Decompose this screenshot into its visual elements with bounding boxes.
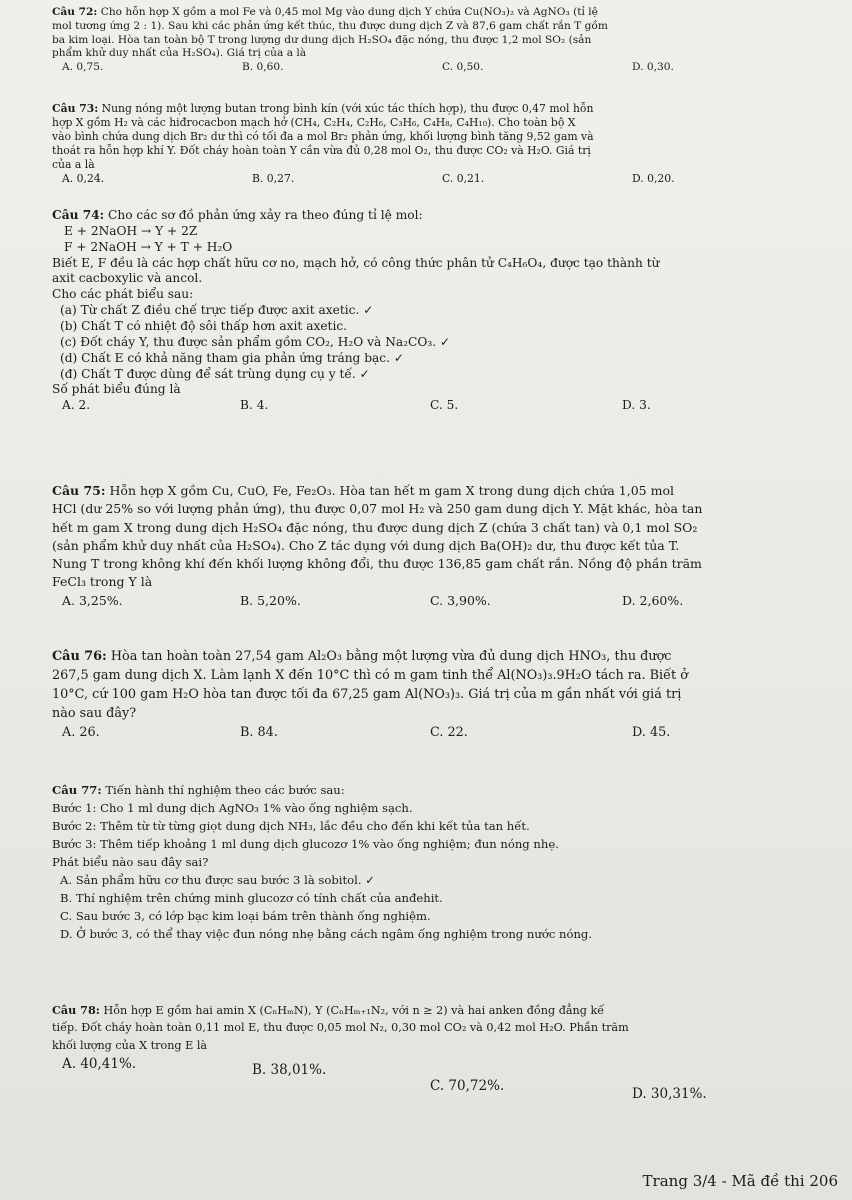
reaction-equation: E + 2NaOH → Y + 2Z (64, 223, 198, 238)
question-75 (52, 482, 838, 612)
question-line: ba kim loại. Hòa tan toàn bộ T trong lượng dư dung dịch H₂SO₄ đặc nóng, thu được 1,2 mol SO₂ (sản (52, 33, 592, 46)
question-number: Câu 72: (52, 6, 98, 18)
procedure-step: Bước 3: Thêm tiếp khoảng 1 ml dung dịch glucozơ 1% vào ống nghiệm; đun nóng nhẹ. (52, 836, 559, 851)
question-line: hợp X gồm H₂ và các hiđrocacbon mạch hở (CH₄, C₂H₄, C₂H₆, C₃H₆, C₄H₈, C₄H₁₀). Cho toàn bộ X (52, 116, 576, 130)
option-c: C. 5. (430, 398, 459, 413)
page-footer: Trang 3/4 - Mã đề thi 206 (642, 1172, 838, 1190)
option-b: B. 5,20%. (240, 592, 301, 608)
question-line: nào sau đây? (52, 705, 137, 721)
option-a: A. 26. (62, 724, 100, 740)
option-b: B. 4. (240, 398, 269, 413)
question-73 (52, 102, 838, 192)
option-c: C. 0,50. (442, 61, 484, 74)
option-b: B. Thí nghiệm trên chứng minh glucozơ có tính chất của anđehit. (60, 890, 443, 905)
option-d: D. 0,30. (632, 61, 674, 74)
statement: (đ) Chất T được dùng để sát trùng dụng cụ y tế. ✓ (60, 366, 370, 381)
question-line: HCl (dư 25% so với lượng phản ứng), thu được 0,07 mol H₂ và 250 gam dung dịch Y. Mặt khác, hòa tan (52, 501, 703, 517)
option-c: C. Sau bước 3, có lớp bạc kim loại bám trên thành ống nghiệm. (60, 908, 431, 923)
question-prompt: Phát biểu nào sau đây sai? (52, 854, 209, 869)
question-76 (52, 648, 838, 744)
option-d: D. 30,31%. (632, 1086, 707, 1103)
option-d: D. 45. (632, 724, 671, 740)
question-number: Câu 78: (52, 1003, 100, 1017)
question-line: Cho các phát biểu sau: (52, 287, 194, 302)
option-c: C. 22. (430, 724, 468, 740)
question-line: mol tương ứng 2 : 1). Sau khi các phản ứng kết thúc, thu được dung dịch Z và 87,6 gam chất rắn T gồm (52, 19, 608, 32)
option-d: D. 2,60%. (622, 592, 684, 608)
option-a: A. 2. (62, 398, 91, 413)
procedure-step: Bước 2: Thêm từ từ từng giọt dung dịch NH₃, lắc đều cho đến khi kết tủa tan hết. (52, 818, 530, 833)
option-a: A. 40,41%. (62, 1056, 137, 1073)
question-line: thoát ra hỗn hợp khí Y. Đốt cháy hoàn toàn Y cần vừa đủ 0,28 mol O₂, thu được CO₂ và H₂O. Giá trị (52, 144, 591, 158)
option-b: B. 84. (240, 724, 278, 740)
option-a: A. Sản phẩm hữu cơ thu được sau bước 3 là sobitol. ✓ (60, 872, 375, 887)
question-line: (sản phẩm khử duy nhất của H₂SO₄). Cho Z tác dụng với dung dịch Ba(OH)₂ dư, thu được kết tủa T. (52, 537, 680, 553)
question-line: Câu 77: Tiến hành thí nghiệm theo các bước sau: (52, 783, 345, 797)
question-number: Câu 76: (52, 649, 107, 664)
option-a: A. 0,75. (62, 61, 104, 74)
question-line: của a là (52, 158, 95, 172)
question-77 (52, 782, 838, 944)
question-line: 267,5 gam dung dịch X. Làm lạnh X đến 10°C thì có m gam tinh thể Al(NO₃)₃.9H₂O tách ra. Biết ở (52, 667, 688, 683)
question-prompt: Số phát biểu đúng là (52, 382, 181, 397)
question-line: Nung T trong không khí đến khối lượng không đổi, thu được 136,85 gam chất rắn. Nồng độ phần trăm (52, 556, 702, 571)
question-line: phẩm khử duy nhất của H₂SO₄). Giá trị của a là (52, 47, 307, 60)
question-line: Câu 74: Cho các sơ đồ phản ứng xảy ra theo đúng tỉ lệ mol: (52, 208, 423, 222)
option-b: B. 38,01%. (252, 1062, 327, 1079)
question-line: Biết E, F đều là các hợp chất hữu cơ no, mạch hở, có công thức phân tử C₄H₆O₄, được tạo thành từ (52, 255, 660, 270)
statement: (a) Từ chất Z điều chế trực tiếp được axit axetic. ✓ (60, 303, 374, 318)
answer-options (52, 1054, 838, 1103)
statement: (d) Chất E có khả năng tham gia phản ứng tráng bạc. ✓ (60, 350, 405, 365)
option-d: D. Ở bước 3, có thể thay việc đun nóng nhẹ bằng cách ngâm ống nghiệm trong nước nóng. (60, 926, 593, 941)
answer-options (52, 592, 838, 612)
answer-options (52, 61, 838, 81)
option-c: C. 70,72%. (430, 1078, 505, 1095)
option-b: B. 0,27. (252, 172, 295, 186)
question-line: FeCl₃ trong Y là (52, 574, 153, 590)
question-line: Câu 78: Hỗn hợp E gồm hai amin X (CₙHₘN), Y (CₙHₘ₊₁N₂, với n ≥ 2) và hai anken đồng đẳng kế (52, 1003, 605, 1017)
answer-options (52, 724, 838, 744)
question-78 (52, 1002, 838, 1103)
question-72 (52, 6, 838, 81)
option-b: B. 0,60. (242, 61, 284, 74)
statement: (c) Đốt cháy Y, thu được sản phẩm gồm CO₂, H₂O và Na₂CO₃. ✓ (60, 334, 451, 349)
question-line: 10°C, cứ 100 gam H₂O hòa tan được tối đa 67,25 gam Al(NO₃)₃. Giá trị của m gần nhất với giá trị (52, 686, 682, 702)
question-number: Câu 75: (52, 483, 106, 498)
question-line: khối lượng của X trong E là (52, 1038, 208, 1052)
option-c: C. 0,21. (442, 172, 485, 186)
question-line: Câu 73: Nung nóng một lượng butan trong bình kín (với xúc tác thích hợp), thu được 0,47 mol hỗn (52, 102, 594, 115)
option-c: C. 3,90%. (430, 592, 491, 608)
answer-options (52, 398, 838, 418)
option-a: A. 0,24. (62, 172, 105, 186)
question-line: Câu 72: Cho hỗn hợp X gồm a mol Fe và 0,45 mol Mg vào dung dịch Y chứa Cu(NO₃)₂ và AgNO₃ (tỉ lệ (52, 6, 598, 18)
procedure-step: Bước 1: Cho 1 ml dung dịch AgNO₃ 1% vào ống nghiệm sạch. (52, 800, 413, 815)
question-line: Câu 75: Hỗn hợp X gồm Cu, CuO, Fe, Fe₂O₃. Hòa tan hết m gam X trong dung dịch chứa 1,05 mol (52, 483, 674, 498)
question-74 (52, 208, 838, 418)
question-number: Câu 74: (52, 208, 105, 222)
question-line: axit cacboxylic và ancol. (52, 271, 203, 286)
option-d: D. 3. (622, 398, 651, 413)
question-number: Câu 73: (52, 102, 99, 115)
answer-options (52, 172, 838, 192)
reaction-equation: F + 2NaOH → Y + T + H₂O (64, 239, 233, 254)
option-a: A. 3,25%. (62, 592, 123, 608)
question-line: Câu 76: Hòa tan hoàn toàn 27,54 gam Al₂O₃ bằng một lượng vừa đủ dung dịch HNO₃, thu được (52, 649, 672, 664)
option-d: D. 0,20. (632, 172, 675, 186)
question-number: Câu 77: (52, 783, 102, 797)
statement: (b) Chất T có nhiệt độ sôi thấp hơn axit axetic. (60, 319, 348, 334)
question-line: vào bình chứa dung dịch Br₂ dư thì có tối đa a mol Br₂ phản ứng, khối lượng bình tăng 9,52 gam và (52, 130, 594, 144)
question-line: hết m gam X trong dung dịch H₂SO₄ đặc nóng, thu được dung dịch Z (chứa 3 chất tan) và 0,1 mol SO₂ (52, 519, 698, 535)
question-line: tiếp. Đốt cháy hoàn toàn 0,11 mol E, thu được 0,05 mol N₂, 0,30 mol CO₂ và 0,42 mol H₂O. Phần trăm (52, 1021, 629, 1035)
